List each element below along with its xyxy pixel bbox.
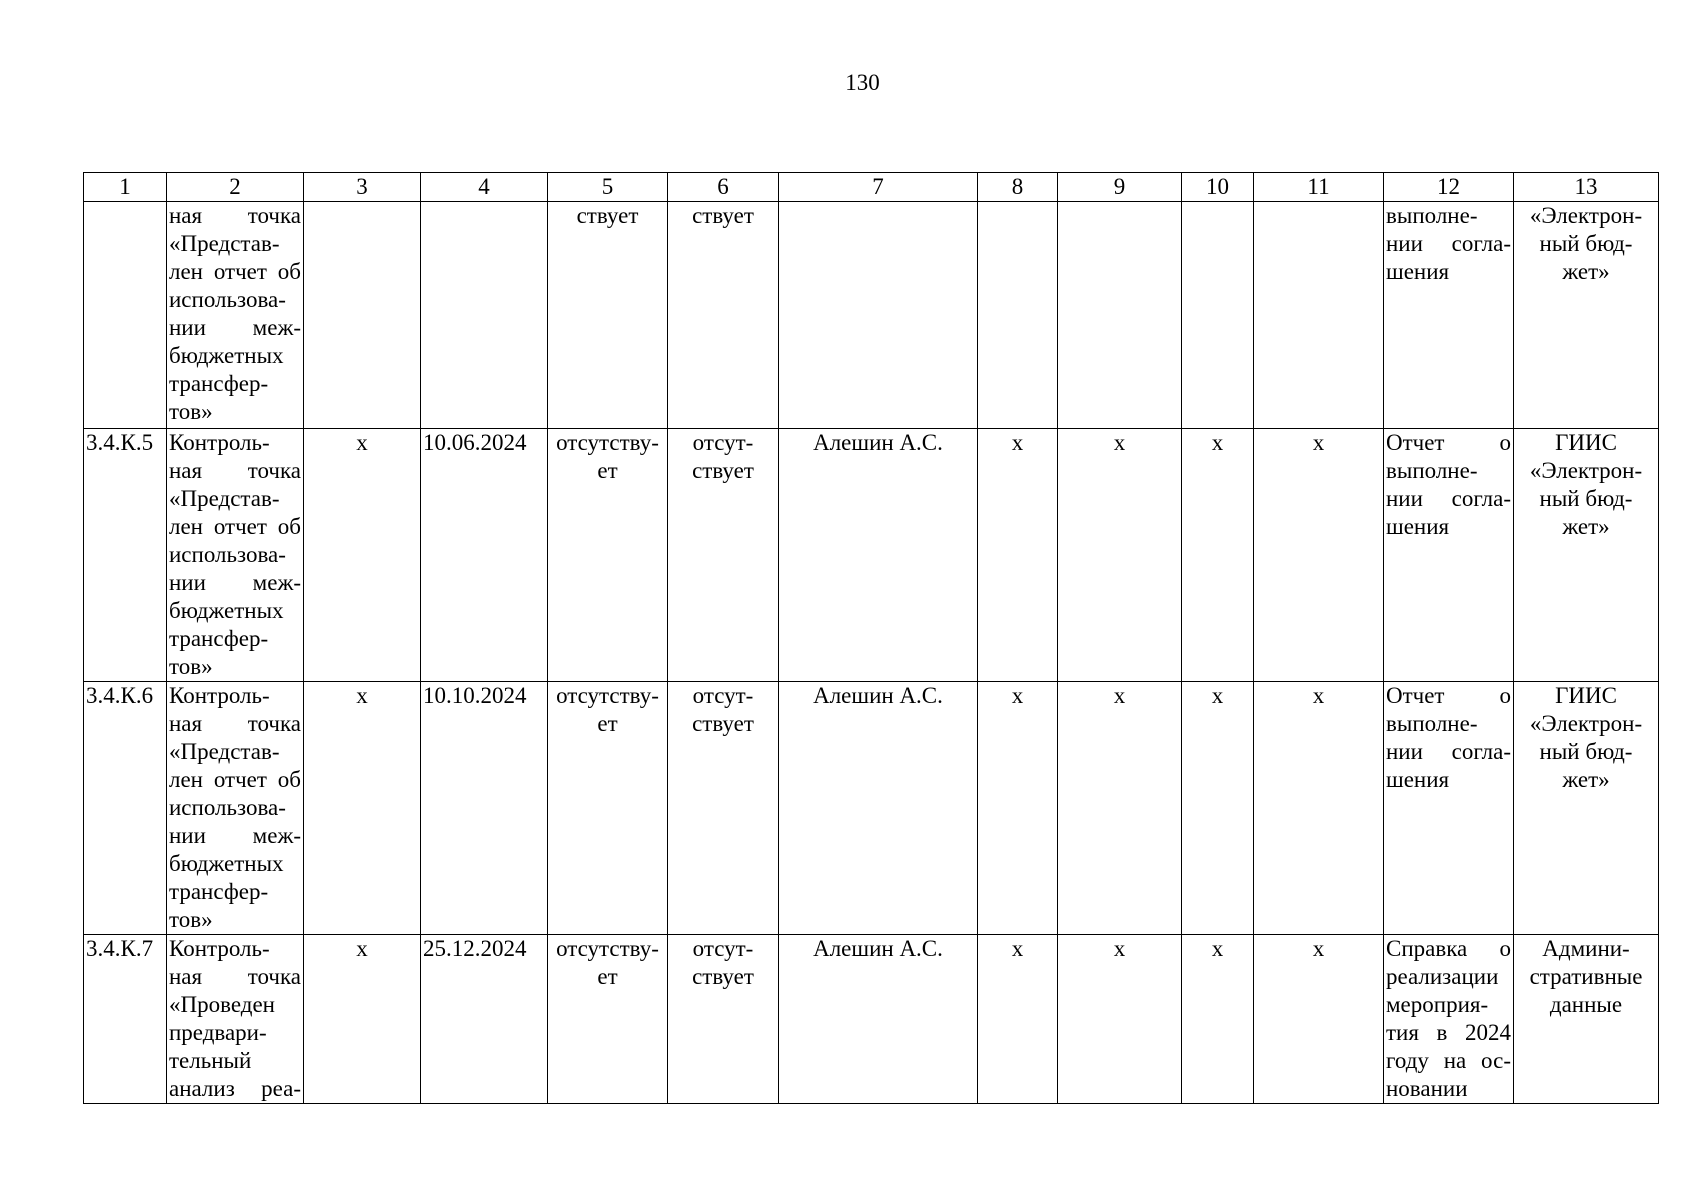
cell: x — [1254, 935, 1384, 1104]
cell: x — [978, 935, 1058, 1104]
cell — [548, 682, 668, 935]
table-row — [84, 935, 1659, 1104]
responsible-cell — [779, 202, 978, 429]
cell-line: «Электрон- — [1529, 458, 1643, 483]
cell-line: предвари- — [169, 1020, 267, 1045]
cell — [668, 202, 779, 429]
cell-line: трансфер- — [169, 626, 269, 651]
cell — [548, 429, 668, 682]
cell-line: трансфер- — [169, 879, 269, 904]
cell-line: выполне- — [1386, 458, 1478, 483]
deadline-cell: 10.06.2024 — [421, 429, 548, 682]
cell-line: ет — [597, 711, 618, 736]
cell-line: использова- — [169, 287, 286, 312]
table-row — [84, 682, 1659, 935]
cell-line: ет — [597, 964, 618, 989]
cell: x — [1182, 682, 1254, 935]
cell-line: Отчет о — [1386, 430, 1511, 455]
cell-line: отсутству- — [556, 430, 659, 455]
cell-line: ная точка — [169, 458, 301, 483]
cell-line: Контроль- — [169, 936, 270, 961]
cell-line: реализации — [1386, 964, 1499, 989]
cell-line: «Электрон- — [1529, 711, 1643, 736]
cell-line: ствует — [692, 711, 754, 736]
cell-line: ный бюд- — [1539, 739, 1633, 764]
cell-line: трансфер- — [169, 371, 269, 396]
deadline-cell: 25.12.2024 — [421, 935, 548, 1104]
cell — [548, 935, 668, 1104]
cell-line: Админи- — [1542, 936, 1630, 961]
cell-line: мероприя- — [1386, 992, 1489, 1017]
cell: x — [1058, 682, 1182, 935]
cell-line: ная точка — [169, 711, 301, 736]
cell — [1058, 202, 1182, 429]
cell-line: бюджетных — [169, 343, 284, 368]
cell: x — [1182, 429, 1254, 682]
cell — [668, 682, 779, 935]
column-number: 3 — [304, 173, 421, 202]
cell-line: выполне- — [1386, 203, 1478, 228]
item-description-cell — [167, 429, 304, 682]
cell-line: шения — [1386, 767, 1450, 792]
column-number-row — [84, 173, 1659, 202]
cell: x — [1058, 935, 1182, 1104]
cell-line: лен отчет об — [169, 514, 301, 539]
cell-line: жет» — [1562, 514, 1610, 539]
cell: x — [978, 682, 1058, 935]
cell-line: ный бюд- — [1539, 486, 1633, 511]
deadline-cell: 10.10.2024 — [421, 682, 548, 935]
cell-line: отсутству- — [556, 936, 659, 961]
cell-line: нии меж- — [169, 570, 301, 595]
information-system-cell — [1514, 682, 1659, 935]
cell-line: шения — [1386, 259, 1450, 284]
cell-line: ный бюд- — [1539, 231, 1633, 256]
cell-line: «Представ- — [169, 739, 280, 764]
document-type-cell — [1384, 202, 1514, 429]
cell-line: данные — [1549, 992, 1623, 1017]
cell — [1254, 202, 1384, 429]
cell: x — [304, 935, 421, 1104]
item-code-cell — [84, 202, 167, 429]
cell-line: «Электрон- — [1529, 203, 1643, 228]
table-row — [84, 429, 1659, 682]
document-type-cell — [1384, 682, 1514, 935]
cell-line: ная точка — [169, 964, 301, 989]
cell-line: тов» — [169, 654, 213, 679]
cell-line: тия в 2024 — [1386, 1020, 1511, 1045]
cell: x — [1254, 682, 1384, 935]
deadline-cell — [421, 202, 548, 429]
cell-line: отсут- — [692, 683, 754, 708]
cell-line: лен отчет об — [169, 259, 301, 284]
cell-line: ГИИС — [1555, 430, 1617, 455]
item-description-cell — [167, 202, 304, 429]
cell-line: нии согла- — [1386, 486, 1511, 511]
page-number: 130 — [845, 70, 880, 95]
cell-line: нии меж- — [169, 315, 301, 340]
cell-line: Контроль- — [169, 683, 270, 708]
cell — [668, 935, 779, 1104]
cell — [668, 429, 779, 682]
cell-line: нии согла- — [1386, 231, 1511, 256]
column-number: 12 — [1384, 173, 1514, 202]
column-number: 13 — [1514, 173, 1659, 202]
cell-line: бюджетных — [169, 851, 284, 876]
item-code-cell: 3.4.К.7 — [84, 935, 167, 1104]
item-description-cell — [167, 935, 304, 1104]
cell-line: отсут- — [692, 430, 754, 455]
cell-line: Справка о — [1386, 936, 1511, 961]
column-number: 4 — [421, 173, 548, 202]
cell: x — [978, 429, 1058, 682]
responsible-cell: Алешин А.С. — [779, 935, 978, 1104]
column-number: 5 — [548, 173, 668, 202]
cell-line: тов» — [169, 399, 213, 424]
column-number: 11 — [1254, 173, 1384, 202]
information-system-cell — [1514, 429, 1659, 682]
cell-line: нии согла- — [1386, 739, 1511, 764]
cell-line: бюджетных — [169, 598, 284, 623]
column-number: 7 — [779, 173, 978, 202]
item-code-cell: 3.4.К.5 — [84, 429, 167, 682]
responsible-cell: Алешин А.С. — [779, 682, 978, 935]
document-type-cell — [1384, 935, 1514, 1104]
cell-line: выполне- — [1386, 711, 1478, 736]
column-number: 10 — [1182, 173, 1254, 202]
cell-line: ГИИС — [1555, 683, 1617, 708]
cell-line: использова- — [169, 795, 286, 820]
cell-line: ствует — [692, 964, 754, 989]
column-number: 1 — [84, 173, 167, 202]
cell-line: «Представ- — [169, 231, 280, 256]
plan-table — [83, 172, 1659, 1104]
cell-line: жет» — [1562, 259, 1610, 284]
cell-line: анализ реа- — [169, 1076, 301, 1101]
column-number: 2 — [167, 173, 304, 202]
cell-line: стративные — [1529, 964, 1643, 989]
cell-line: ствует — [692, 203, 754, 228]
cell-line: шения — [1386, 514, 1450, 539]
cell-line: Контроль- — [169, 430, 270, 455]
cell-line: ная точка — [169, 203, 301, 228]
cell-line: «Представ- — [169, 486, 280, 511]
cell-line: тельный — [169, 1048, 252, 1073]
cell-line: году на ос- — [1386, 1048, 1511, 1073]
cell: x — [304, 429, 421, 682]
cell — [978, 202, 1058, 429]
cell: x — [1182, 935, 1254, 1104]
cell-line: отсут- — [692, 936, 754, 961]
cell-line: «Проведен — [169, 992, 275, 1017]
cell-line: нии меж- — [169, 823, 301, 848]
responsible-cell: Алешин А.С. — [779, 429, 978, 682]
column-number: 9 — [1058, 173, 1182, 202]
cell-line: лен отчет об — [169, 767, 301, 792]
column-number: 8 — [978, 173, 1058, 202]
item-code-cell: 3.4.К.6 — [84, 682, 167, 935]
cell-line: тов» — [169, 907, 213, 932]
information-system-cell — [1514, 935, 1659, 1104]
table-row — [84, 202, 1659, 429]
cell-line: новании — [1386, 1076, 1468, 1101]
cell: x — [1254, 429, 1384, 682]
information-system-cell — [1514, 202, 1659, 429]
cell — [548, 202, 668, 429]
cell-line: отсутству- — [556, 683, 659, 708]
cell — [1182, 202, 1254, 429]
cell-line: Отчет о — [1386, 683, 1511, 708]
cell-line: ет — [597, 458, 618, 483]
cell-line: ствует — [692, 458, 754, 483]
cell: x — [304, 682, 421, 935]
cell-line: жет» — [1562, 767, 1610, 792]
cell — [304, 202, 421, 429]
document-type-cell — [1384, 429, 1514, 682]
cell-line: ствует — [576, 203, 639, 228]
column-number: 6 — [668, 173, 779, 202]
cell: x — [1058, 429, 1182, 682]
cell-line: использова- — [169, 542, 286, 567]
item-description-cell — [167, 682, 304, 935]
